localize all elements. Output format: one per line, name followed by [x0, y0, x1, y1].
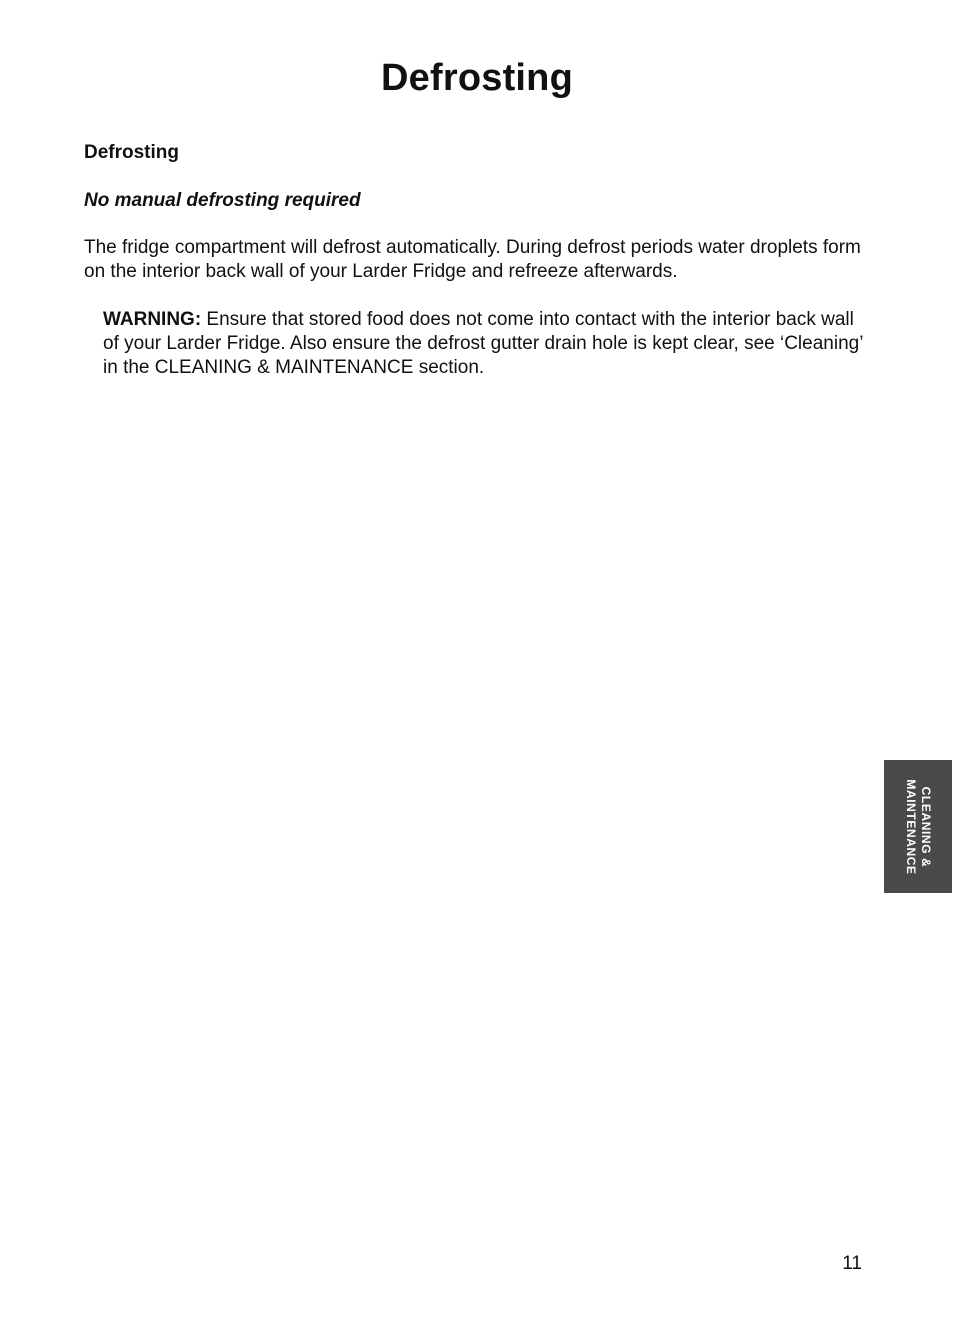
warning-label: WARNING: — [103, 309, 202, 330]
subheading: No manual defrosting required — [84, 190, 361, 211]
page-number: 11 — [842, 1253, 862, 1274]
side-tab-label — [903, 779, 933, 874]
body-paragraph: The fridge compartment will defrost automatically. During defrost periods water droplets form on the interior back wall of your Larder Fridge and refreeze afterwards. — [84, 237, 861, 282]
warning-text: Ensure that stored food does not come into contact with the interior back wall of your Larder Fridge. Also ensure the defrost gutter drain hole is kept clear, see ‘Cleaning’ in the CLEANING & MAINTENANCE section. — [103, 309, 863, 378]
side-tab-line-1: CLEANING & — [919, 786, 933, 867]
side-tab-line-2: MAINTENANCE — [904, 778, 918, 875]
section-side-tab — [884, 760, 952, 893]
warning-paragraph — [103, 308, 873, 380]
section-heading: Defrosting — [84, 142, 179, 163]
page-title: Defrosting — [381, 57, 573, 99]
